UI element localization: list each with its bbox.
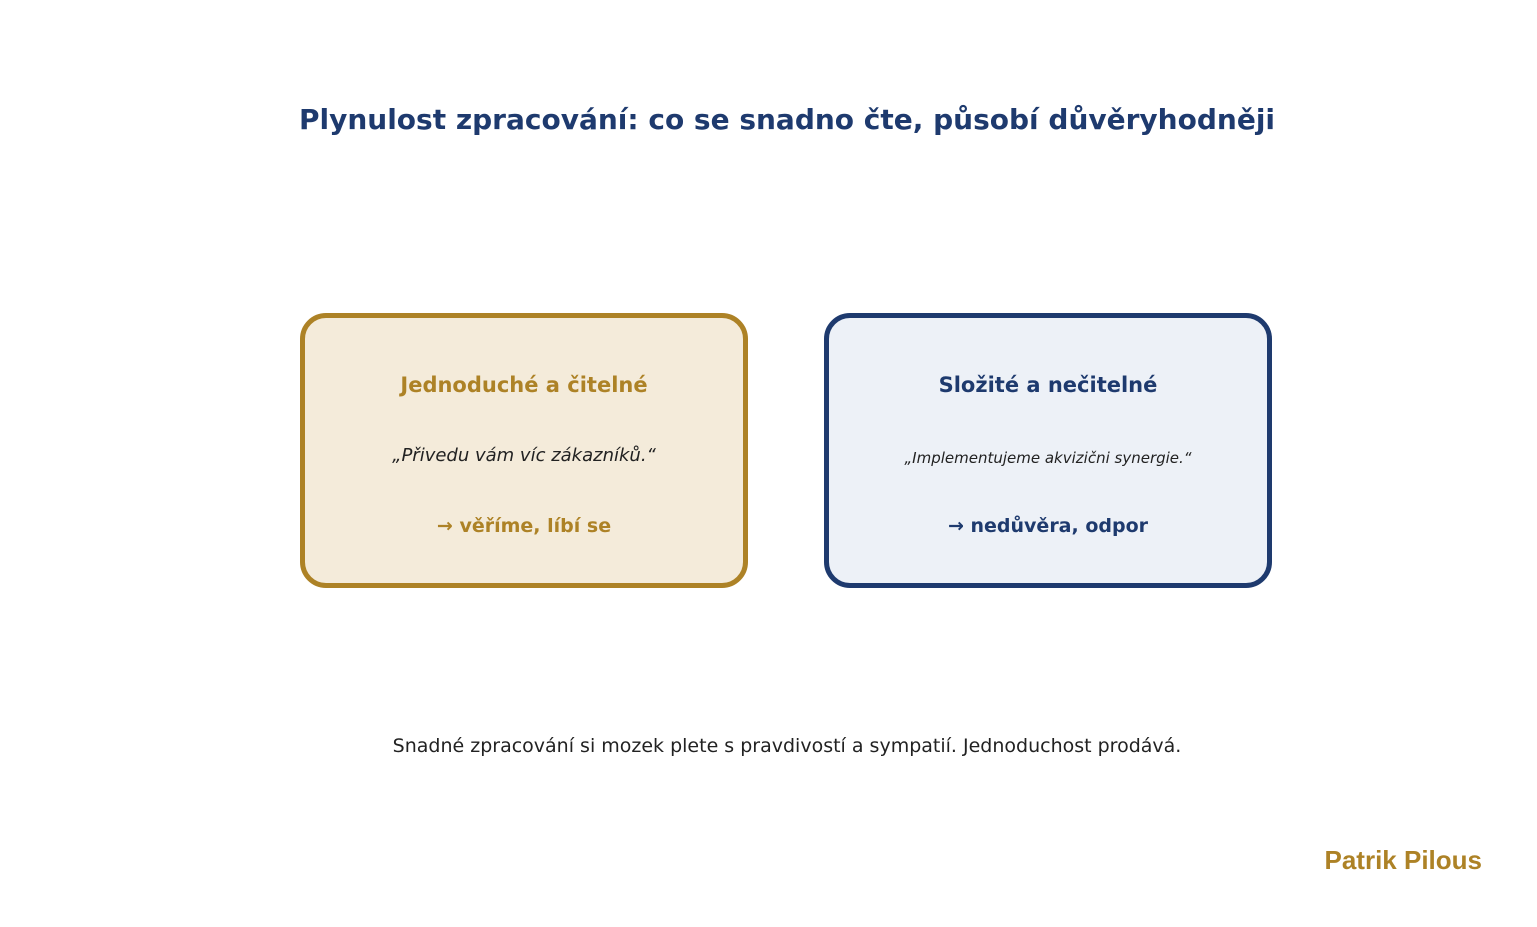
complex-card-result: → nedůvěra, odpor bbox=[947, 515, 1149, 537]
simple-card-quote: „Přivedu vám víc zákazníků.“ bbox=[392, 445, 656, 466]
simple-readable-card bbox=[300, 313, 748, 588]
brand-signature: Patrik Pilous bbox=[1324, 845, 1482, 875]
footer-note: Snadné zpracování si mozek plete s pravdivostí a sympatií. Jednoduchost prodává. bbox=[392, 735, 1182, 757]
complex-unreadable-card bbox=[824, 313, 1272, 588]
page-title: Plynulost zpracování: co se snadno čte, působí důvěryhodněji bbox=[298, 103, 1276, 136]
simple-card-result: → věříme, líbí se bbox=[436, 515, 612, 537]
complex-card-quote: „Implementujeme akvizični synergie.“ bbox=[904, 449, 1192, 467]
simple-card-heading: Jednoduché a čitelné bbox=[400, 373, 648, 397]
complex-card-heading: Složité a nečitelné bbox=[938, 373, 1158, 397]
